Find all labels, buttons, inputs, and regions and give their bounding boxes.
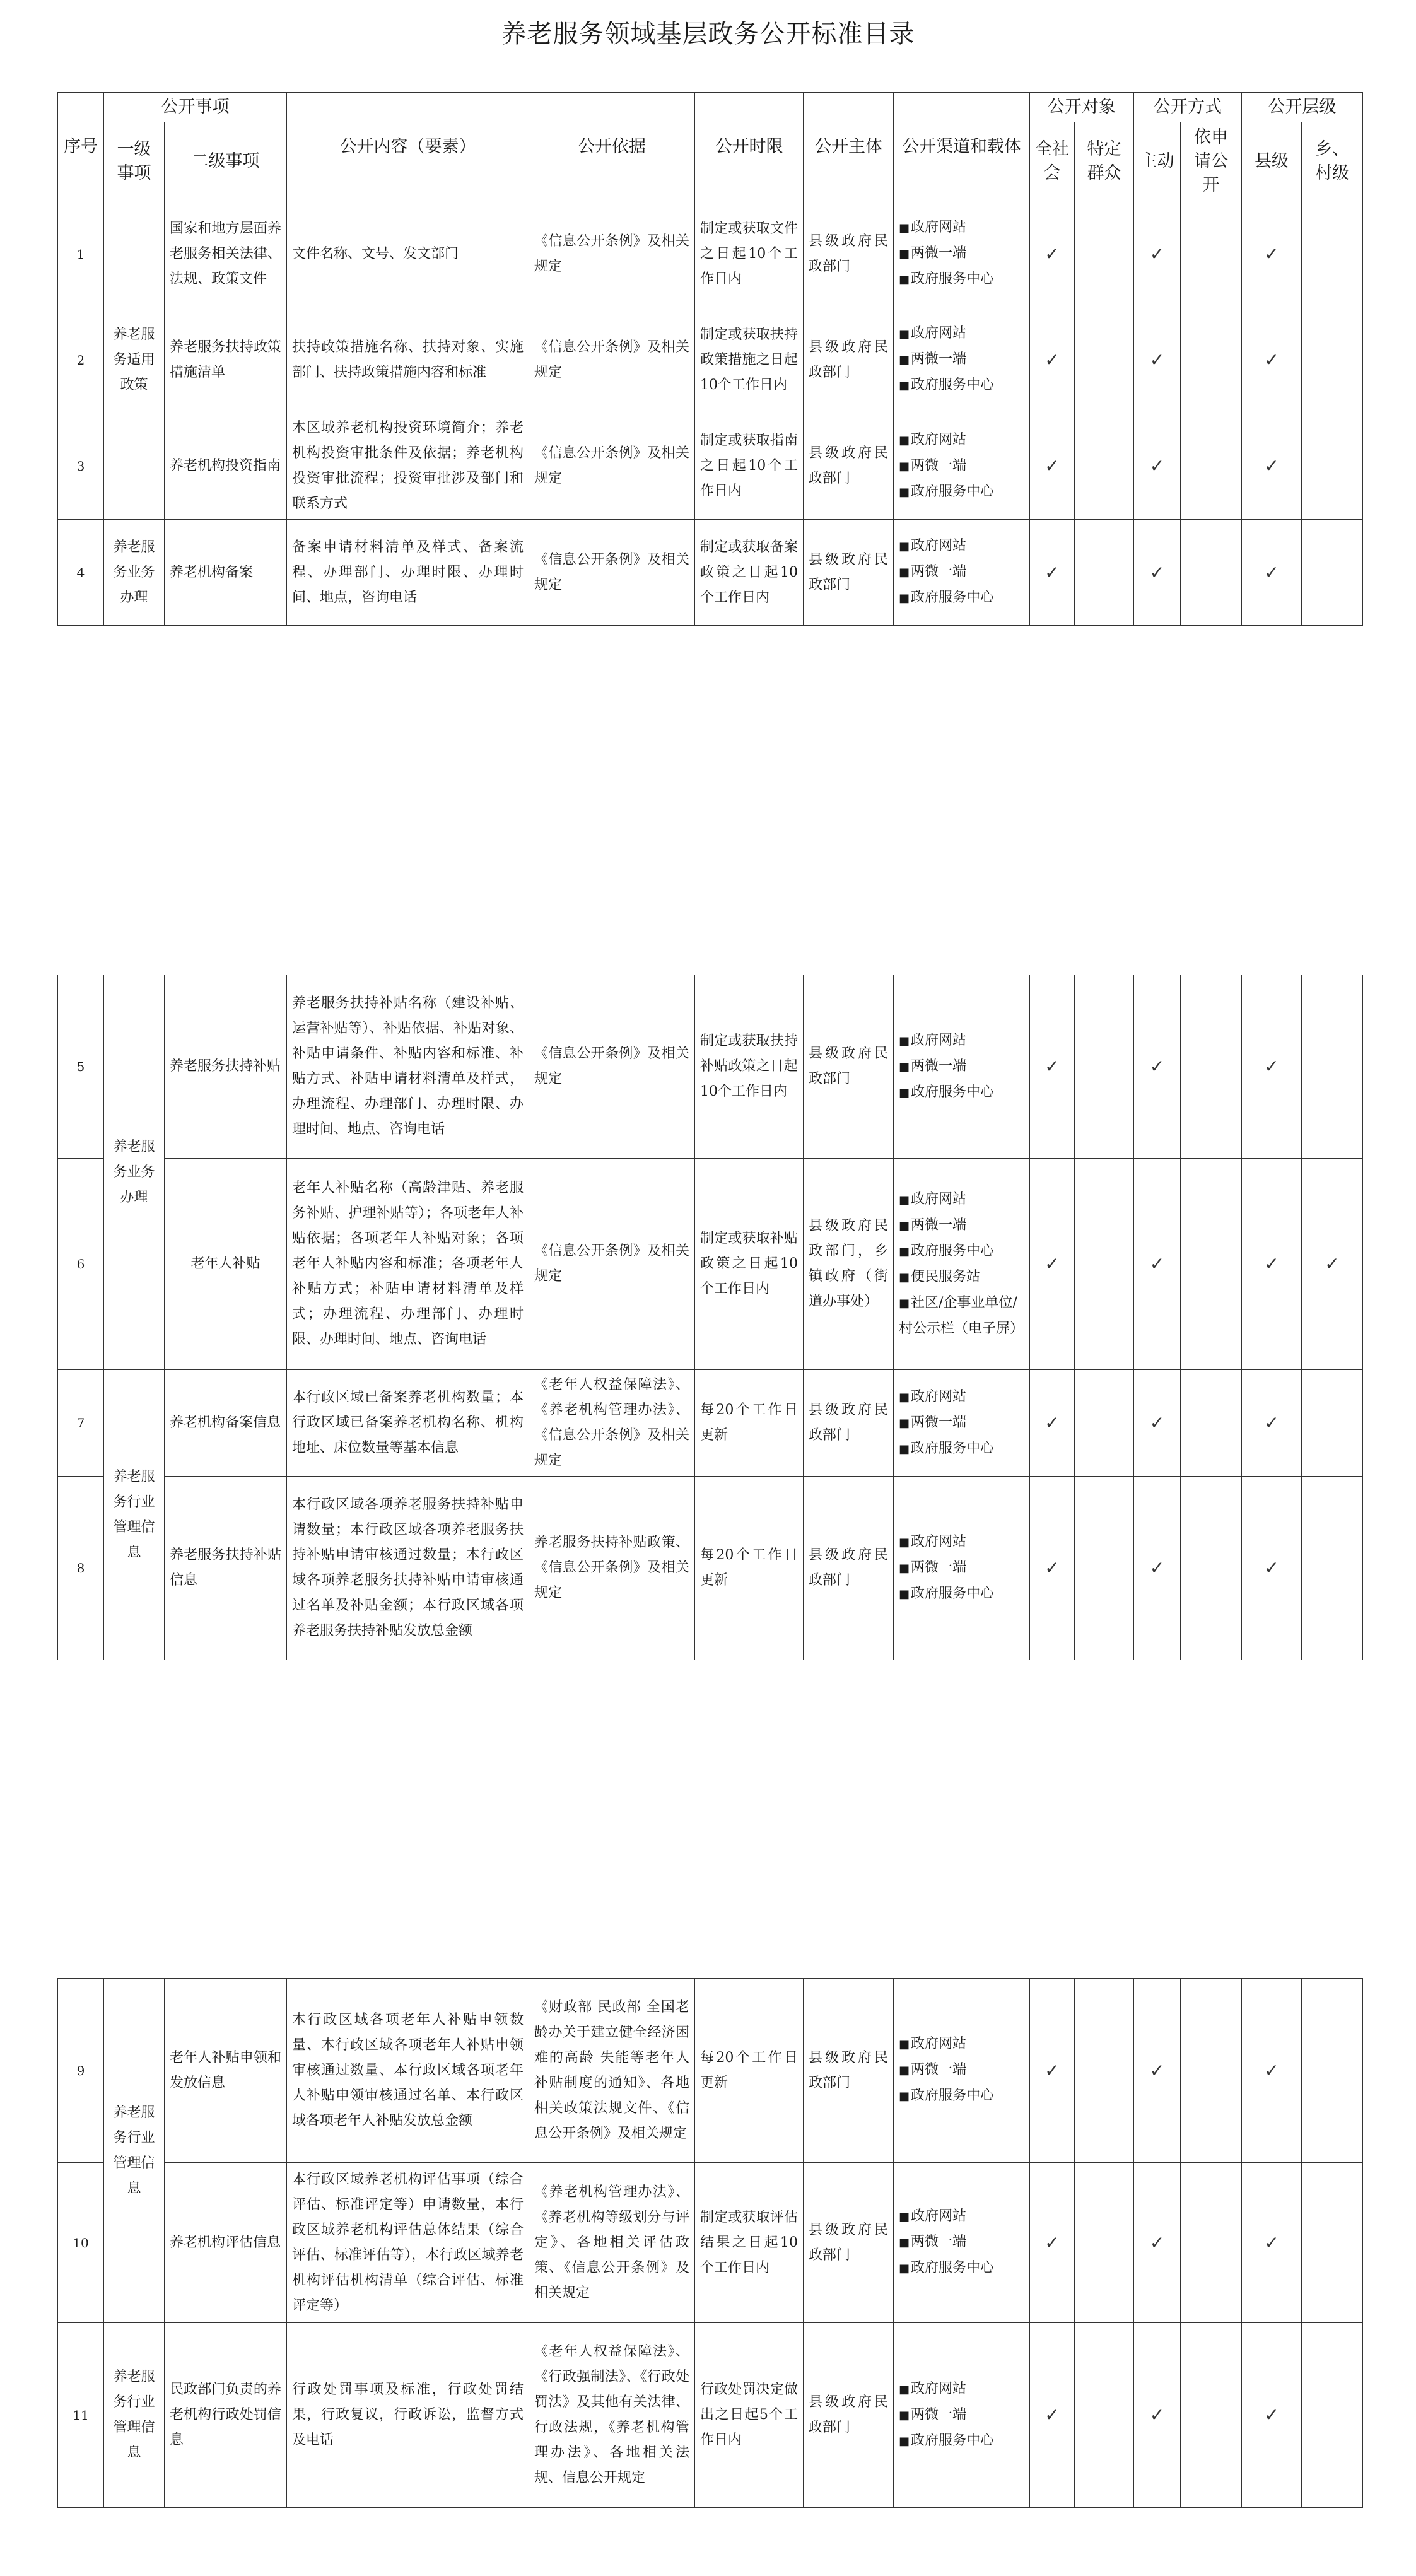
row-channels (894, 2163, 1030, 2323)
row-seq: 11 (58, 2323, 104, 2508)
row-subject: 县级政府民政部门 (804, 201, 894, 307)
row-seq: 7 (58, 1370, 104, 1477)
row-period: 制定或获取扶持补贴政策之日起10个工作日内 (695, 975, 804, 1159)
check-level-county: ✓ (1242, 1370, 1302, 1477)
empty-target-specific (1075, 2163, 1134, 2323)
table-row (58, 520, 1363, 626)
empty-target-specific (1075, 1979, 1134, 2163)
channel-item: ■ 两微一端 (899, 2230, 1024, 2256)
row-period: 制定或获取指南之日起10个工作日内 (695, 413, 804, 520)
check-target-all: ✓ (1030, 1979, 1075, 2163)
check-level-county: ✓ (1242, 975, 1302, 1159)
empty-target-specific (1075, 975, 1134, 1159)
channel-item: ■ 两微一端 (899, 347, 1024, 373)
channel-item: ■ 两微一端 (899, 2403, 1024, 2428)
empty-mode-request (1181, 1477, 1242, 1660)
check-level-county: ✓ (1242, 520, 1302, 626)
level1-cell: 养老服务业务办理 (104, 520, 165, 626)
channel-item: ■ 两微一端 (899, 559, 1024, 585)
check-target-all: ✓ (1030, 307, 1075, 413)
check-mode-active: ✓ (1134, 975, 1181, 1159)
empty-level-town (1302, 520, 1363, 626)
check-level-county: ✓ (1242, 1159, 1302, 1370)
row-content: 本行政区域养老机构评估事项（综合评估、标准评定等）申请数量，本行政区域养老机构评估总体结果（综合评估、标准评估等），本行政区域养老机构评估机构清单（综合评估、标准评定等） (287, 2163, 529, 2323)
empty-mode-request (1181, 413, 1242, 520)
channel-item: ■ 政府网站 (899, 215, 1024, 241)
empty-target-specific (1075, 520, 1134, 626)
row-subject: 县级政府民政部门 (804, 413, 894, 520)
header-level: 公开层级 (1242, 93, 1363, 122)
row-level2: 养老服务扶持补贴 (165, 975, 287, 1159)
table-row (58, 2163, 1363, 2323)
row-period: 制定或获取文件之日起10个工作日内 (695, 201, 804, 307)
header-seq: 序号 (58, 93, 104, 201)
check-mode-active: ✓ (1134, 1979, 1181, 2163)
check-target-all: ✓ (1030, 520, 1075, 626)
row-subject: 县级政府民政部门 (804, 307, 894, 413)
empty-level-town (1302, 1370, 1363, 1477)
check-target-all: ✓ (1030, 975, 1075, 1159)
empty-target-specific (1075, 307, 1134, 413)
table-section-3 (57, 1978, 1362, 2508)
table-row (58, 975, 1363, 1159)
empty-mode-request (1181, 307, 1242, 413)
row-channels (894, 2323, 1030, 2508)
row-level2: 养老机构备案 (165, 520, 287, 626)
empty-target-specific (1075, 1477, 1134, 1660)
row-content: 扶持政策措施名称、扶持对象、实施部门、扶持政策措施内容和标准 (287, 307, 529, 413)
check-level-county: ✓ (1242, 201, 1302, 307)
header-row-1 (58, 93, 1363, 122)
check-level-county: ✓ (1242, 413, 1302, 520)
row-subject: 县级政府民政部门 (804, 975, 894, 1159)
row-seq: 9 (58, 1979, 104, 2163)
channel-item: ■ 政府网站 (899, 1530, 1024, 1555)
row-subject: 县级政府民政部门 (804, 2163, 894, 2323)
row-period: 行政处罚决定做出之日起5个工作日内 (695, 2323, 804, 2508)
empty-level-town (1302, 1477, 1363, 1660)
table-section-1 (57, 92, 1362, 626)
row-content: 备案申请材料清单及样式、备案流程、办理部门、办理时限、办理时间、地点，咨询电话 (287, 520, 529, 626)
header-target-all: 全社会 (1030, 122, 1075, 201)
check-level-county: ✓ (1242, 2323, 1302, 2508)
level1-cell: 养老服务业务办理 (104, 975, 165, 1370)
header-period: 公开时限 (695, 93, 804, 201)
table-row (58, 413, 1363, 520)
row-basis: 《老年人权益保障法》、《养老机构管理办法》、《信息公开条例》及相关规定 (529, 1370, 695, 1477)
table-row (58, 307, 1363, 413)
row-channels (894, 520, 1030, 626)
level1-cell: 养老服务行业管理信息 (104, 1370, 165, 1660)
row-seq: 4 (58, 520, 104, 626)
header-target-specific: 特定群众 (1075, 122, 1134, 201)
empty-mode-request (1181, 1979, 1242, 2163)
channel-item: ■ 政府服务中心 (899, 2256, 1024, 2281)
row-content: 本行政区域已备案养老机构数量；本行政区域已备案养老机构名称、机构地址、床位数量等基本信息 (287, 1370, 529, 1477)
empty-level-town (1302, 1979, 1363, 2163)
empty-target-specific (1075, 201, 1134, 307)
empty-level-town (1302, 2163, 1363, 2323)
header-content: 公开内容（要素） (287, 93, 529, 201)
channel-item: ■ 政府服务中心 (899, 585, 1024, 611)
channel-item: ■ 政府网站 (899, 534, 1024, 559)
channel-item: ■ 便民服务站 (899, 1265, 1024, 1291)
header-mode-request: 依申请公开 (1181, 122, 1242, 201)
empty-mode-request (1181, 1370, 1242, 1477)
row-basis: 《信息公开条例》及相关规定 (529, 975, 695, 1159)
channel-item: ■ 政府服务中心 (899, 373, 1024, 399)
row-content: 本行政区域各项养老服务扶持补贴申请数量；本行政区域各项养老服务扶持补贴申请审核通过数量；本行政区域各项养老服务扶持补贴申请审核通过名单及补贴金额；本行政区域各项养老服务扶持补贴发放总金额 (287, 1477, 529, 1660)
row-basis: 《养老机构管理办法》、《养老机构等级划分与评定》、各地相关评估政策、《信息公开条例》及相关规定 (529, 2163, 695, 2323)
table-row (58, 1979, 1363, 2163)
level1-cell: 养老服务行业管理信息 (104, 1979, 165, 2323)
check-target-all: ✓ (1030, 413, 1075, 520)
check-target-all: ✓ (1030, 1159, 1075, 1370)
channel-item: ■ 政府服务中心 (899, 2083, 1024, 2109)
row-basis: 《信息公开条例》及相关规定 (529, 520, 695, 626)
row-basis: 《信息公开条例》及相关规定 (529, 1159, 695, 1370)
channel-item: ■ 政府网站 (899, 1028, 1024, 1054)
header-target: 公开对象 (1030, 93, 1134, 122)
empty-level-town (1302, 975, 1363, 1159)
row-subject: 县级政府民政部门 (804, 2323, 894, 2508)
channel-item: ■ 两微一端 (899, 1054, 1024, 1080)
empty-mode-request (1181, 201, 1242, 307)
row-level2: 国家和地方层面养老服务相关法律、法规、政策文件 (165, 201, 287, 307)
empty-mode-request (1181, 975, 1242, 1159)
table-row (58, 1370, 1363, 1477)
check-mode-active: ✓ (1134, 307, 1181, 413)
check-mode-active: ✓ (1134, 413, 1181, 520)
row-channels (894, 1159, 1030, 1370)
row-channels (894, 201, 1030, 307)
level1-cell: 养老服务行业管理信息 (104, 2323, 165, 2508)
channel-item: ■ 政府网站 (899, 2377, 1024, 2403)
header-channel: 公开渠道和载体 (894, 93, 1030, 201)
channel-item: ■ 政府服务中心 (899, 479, 1024, 505)
row-level2: 养老服务扶持政策措施清单 (165, 307, 287, 413)
row-content: 老年人补贴名称（高龄津贴、养老服务补贴、护理补贴等）；各项老年人补贴依据；各项老年人补贴对象；各项老年人补贴内容和标准；各项老年人补贴方式；补贴申请材料清单及样式；办理流程、办理部门、办理时限、办理时间、地点、咨询电话 (287, 1159, 529, 1370)
row-content: 本行政区域各项老年人补贴申领数量、本行政区域各项老年人补贴申领审核通过数量、本行政区域各项老年人补贴申领审核通过名单、本行政区域各项老年人补贴发放总金额 (287, 1979, 529, 2163)
row-content: 养老服务扶持补贴名称（建设补贴、运营补贴等）、补贴依据、补贴对象、补贴申请条件、补贴内容和标准、补贴方式、补贴申请材料清单及样式，办理流程、办理部门、办理时限、办理时间、地点、咨询电话 (287, 975, 529, 1159)
channel-item: ■ 政府服务中心 (899, 1239, 1024, 1265)
header-level-town: 乡、村级 (1302, 122, 1363, 201)
empty-mode-request (1181, 520, 1242, 626)
check-target-all: ✓ (1030, 1477, 1075, 1660)
row-subject: 县级政府民政部门，乡镇政府（街道办事处） (804, 1159, 894, 1370)
row-level2: 养老机构评估信息 (165, 2163, 287, 2323)
row-basis: 《老年人权益保障法》、《行政强制法》、《行政处罚法》及其他有关法律、行政法规，《养老机构管理办法》、各地相关法规、信息公开规定 (529, 2323, 695, 2508)
check-mode-active: ✓ (1134, 1477, 1181, 1660)
level1-cell: 养老服务适用政策 (104, 201, 165, 520)
row-seq: 8 (58, 1477, 104, 1660)
row-subject: 县级政府民政部门 (804, 520, 894, 626)
row-channels (894, 1370, 1030, 1477)
check-level-county: ✓ (1242, 2163, 1302, 2323)
empty-target-specific (1075, 2323, 1134, 2508)
channel-item: ■ 两微一端 (899, 241, 1024, 267)
row-period: 每20个工作日更新 (695, 1370, 804, 1477)
channel-item: ■ 政府服务中心 (899, 1581, 1024, 1607)
row-channels (894, 975, 1030, 1159)
row-period: 制定或获取备案政策之日起10个工作日内 (695, 520, 804, 626)
channel-item: ■ 政府网站 (899, 321, 1024, 347)
table-section-2 (57, 975, 1362, 1660)
check-mode-active: ✓ (1134, 520, 1181, 626)
channel-item: ■ 两微一端 (899, 1555, 1024, 1581)
catalog-table-part-2 (57, 975, 1363, 1660)
catalog-table-part-1 (57, 92, 1363, 626)
empty-level-town (1302, 413, 1363, 520)
table-row (58, 1159, 1363, 1370)
channel-item: ■ 政府服务中心 (899, 267, 1024, 293)
check-target-all: ✓ (1030, 2323, 1075, 2508)
check-mode-active: ✓ (1134, 1370, 1181, 1477)
row-seq: 5 (58, 975, 104, 1159)
row-level2: 养老机构备案信息 (165, 1370, 287, 1477)
check-level-county: ✓ (1242, 1477, 1302, 1660)
check-target-all: ✓ (1030, 201, 1075, 307)
header-matters: 公开事项 (104, 93, 287, 122)
channel-item: ■ 社区/企事业单位/村公示栏（电子屏） (899, 1291, 1024, 1342)
row-basis: 《信息公开条例》及相关规定 (529, 201, 695, 307)
row-subject: 县级政府民政部门 (804, 1477, 894, 1660)
page-title: 养老服务领域基层政务公开标准目录 (501, 20, 915, 49)
row-seq: 6 (58, 1159, 104, 1370)
row-basis: 养老服务扶持补贴政策、《信息公开条例》及相关规定 (529, 1477, 695, 1660)
check-mode-active: ✓ (1134, 201, 1181, 307)
row-level2: 养老机构投资指南 (165, 413, 287, 520)
row-level2: 老年人补贴 (165, 1159, 287, 1370)
row-channels (894, 1979, 1030, 2163)
channel-item: ■ 两微一端 (899, 1213, 1024, 1239)
row-basis: 《财政部 民政部 全国老龄办关于建立健全经济困难的高龄 失能等老年人补贴制度的通知》、各地相关政策法规文件、《信息公开条例》及相关规定 (529, 1979, 695, 2163)
row-level2: 老年人补贴申领和发放信息 (165, 1979, 287, 2163)
channel-item: ■ 两微一端 (899, 1410, 1024, 1436)
check-mode-active: ✓ (1134, 2163, 1181, 2323)
channel-item: ■ 两微一端 (899, 454, 1024, 479)
channel-item: ■ 政府网站 (899, 2032, 1024, 2058)
empty-target-specific (1075, 1370, 1134, 1477)
check-mode-active: ✓ (1134, 1159, 1181, 1370)
row-subject: 县级政府民政部门 (804, 1979, 894, 2163)
header-basis: 公开依据 (529, 93, 695, 201)
row-period: 每20个工作日更新 (695, 1979, 804, 2163)
empty-level-town (1302, 307, 1363, 413)
row-channels (894, 307, 1030, 413)
empty-mode-request (1181, 2323, 1242, 2508)
channel-item: ■ 政府服务中心 (899, 1436, 1024, 1462)
catalog-table-part-3 (57, 1978, 1363, 2508)
row-period: 制定或获取评估结果之日起10个工作日内 (695, 2163, 804, 2323)
row-seq: 3 (58, 413, 104, 520)
header-mode: 公开方式 (1134, 93, 1242, 122)
channel-item: ■ 政府网站 (899, 1187, 1024, 1213)
empty-level-town (1302, 2323, 1363, 2508)
empty-target-specific (1075, 413, 1134, 520)
header-level1: 一级事项 (104, 122, 165, 201)
row-level2: 民政部门负责的养老机构行政处罚信息 (165, 2323, 287, 2508)
row-period: 制定或获取扶持政策措施之日起10个工作日内 (695, 307, 804, 413)
channel-item: ■ 政府网站 (899, 2204, 1024, 2230)
check-mode-active: ✓ (1134, 2323, 1181, 2508)
table-row (58, 2323, 1363, 2508)
channel-item: ■ 政府服务中心 (899, 1080, 1024, 1106)
row-basis: 《信息公开条例》及相关规定 (529, 307, 695, 413)
row-content: 本区域养老机构投资环境简介；养老机构投资审批条件及依据；养老机构投资审批流程；投资审批涉及部门和联系方式 (287, 413, 529, 520)
empty-mode-request (1181, 1159, 1242, 1370)
table-row (58, 201, 1363, 307)
row-content: 行政处罚事项及标准，行政处罚结果，行政复议，行政诉讼，监督方式及电话 (287, 2323, 529, 2508)
check-level-county: ✓ (1242, 1979, 1302, 2163)
row-seq: 10 (58, 2163, 104, 2323)
check-target-all: ✓ (1030, 2163, 1075, 2323)
empty-mode-request (1181, 2163, 1242, 2323)
empty-level-town (1302, 201, 1363, 307)
row-subject: 县级政府民政部门 (804, 1370, 894, 1477)
check-level-town: ✓ (1302, 1159, 1363, 1370)
row-seq: 1 (58, 201, 104, 307)
row-period: 制定或获取补贴政策之日起10个工作日内 (695, 1159, 804, 1370)
channel-item: ■ 政府网站 (899, 1385, 1024, 1410)
check-level-county: ✓ (1242, 307, 1302, 413)
row-content: 文件名称、文号、发文部门 (287, 201, 529, 307)
header-subject: 公开主体 (804, 93, 894, 201)
row-basis: 《信息公开条例》及相关规定 (529, 413, 695, 520)
channel-item: ■ 两微一端 (899, 2058, 1024, 2083)
row-channels (894, 413, 1030, 520)
check-target-all: ✓ (1030, 1370, 1075, 1477)
channel-item: ■ 政府服务中心 (899, 2428, 1024, 2454)
table-row (58, 1477, 1363, 1660)
row-level2: 养老服务扶持补贴信息 (165, 1477, 287, 1660)
row-seq: 2 (58, 307, 104, 413)
channel-item: ■ 政府网站 (899, 428, 1024, 454)
empty-target-specific (1075, 1159, 1134, 1370)
header-mode-active: 主动 (1134, 122, 1181, 201)
row-channels (894, 1477, 1030, 1660)
header-level2: 二级事项 (165, 122, 287, 201)
header-level-county: 县级 (1242, 122, 1302, 201)
row-period: 每20个工作日更新 (695, 1477, 804, 1660)
